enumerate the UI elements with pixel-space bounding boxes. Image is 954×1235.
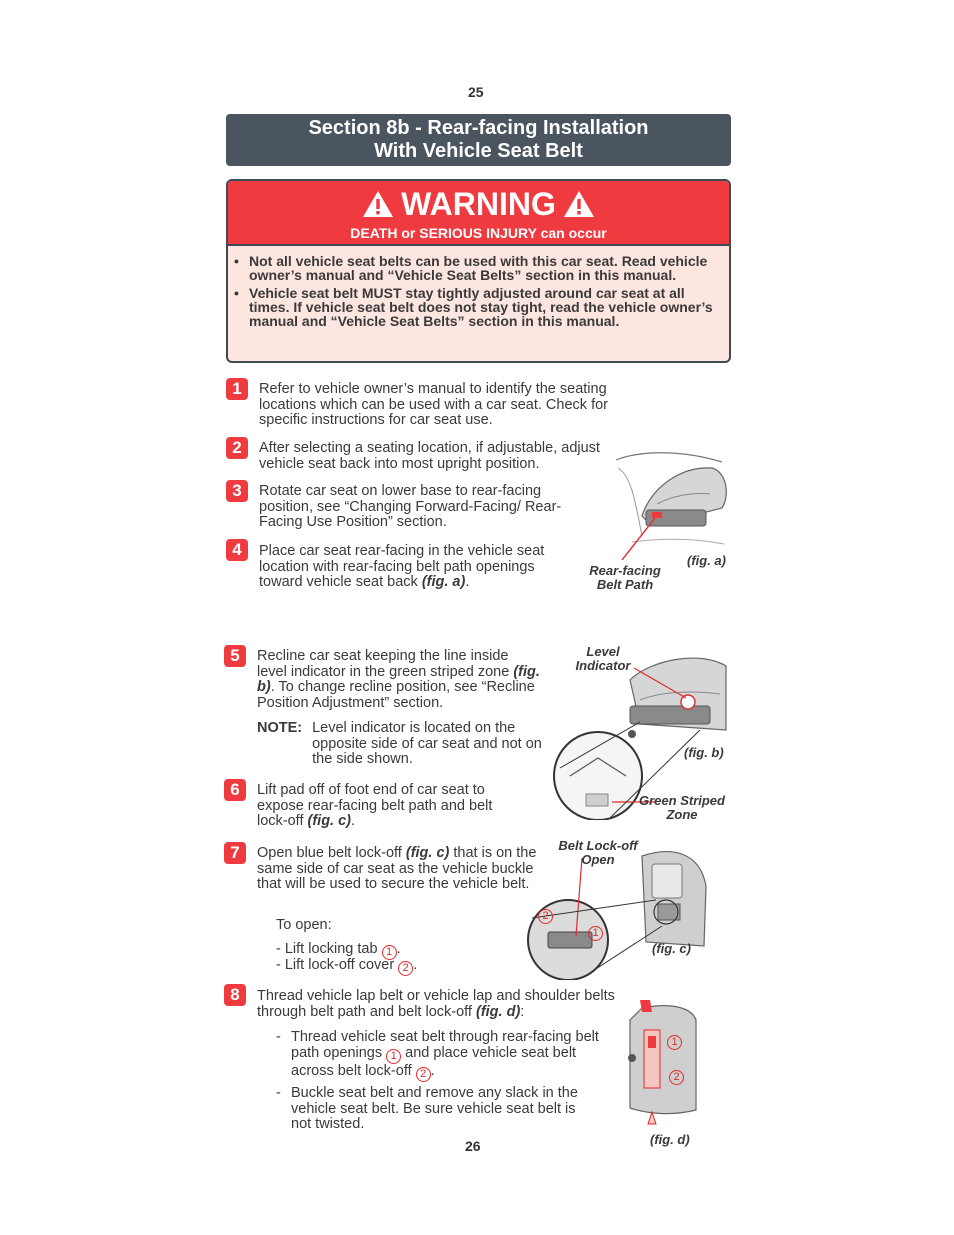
- step-5-text: Recline car seat keeping the line inside level indicator in the green striped zone (fig. b). To change recline position, see “Recline Position Adjustment” section.: [257, 648, 540, 711]
- step-7-sub2: - Lift lock-off cover 2 .: [276, 957, 418, 974]
- page-number-bottom: 26: [465, 1138, 481, 1154]
- fig-b-callout-top: Level Indicator: [575, 644, 631, 673]
- step-badge-2: 2: [226, 437, 248, 459]
- warning-box: [226, 179, 731, 363]
- step-7-sub1: - Lift locking tab 1 .: [276, 941, 401, 958]
- fig-c-number-1: 1: [588, 926, 603, 941]
- fig-d-number-1: 1: [667, 1035, 682, 1050]
- fig-a-label: (fig. a): [687, 553, 726, 568]
- step-5-note: [257, 721, 557, 768]
- warning-header: [228, 181, 729, 246]
- page-number-top: 25: [468, 84, 484, 100]
- warning-triangle-icon: [361, 189, 395, 219]
- fig-c-number-2: 2: [538, 909, 553, 924]
- step-badge-7: 7: [224, 842, 246, 864]
- step-badge-3: 3: [226, 480, 248, 502]
- step-8-text: Thread vehicle lap belt or vehicle lap and shoulder belts through belt path and belt lock-off (fig. d):: [257, 988, 615, 1020]
- fig-a-callout: Rear-facing Belt Path: [589, 563, 661, 592]
- fig-ref: (fig. b): [257, 663, 540, 696]
- warning-triangle-icon: [562, 189, 596, 219]
- step-badge-4: 4: [226, 539, 248, 561]
- fig-ref: (fig. a): [421, 574, 466, 591]
- warning-item: • Not all vehicle seat belts can be used with this car seat. Read vehicle owner’s manual and “Vehicle Seat Belts” section in this manual.: [234, 254, 721, 282]
- step-4-text: Place car seat rear-facing in the vehicle seat location with rear-facing belt path openings toward vehicle seat back (fig. a).: [259, 543, 545, 591]
- step-8-dash-2: -: [276, 1085, 281, 1101]
- fig-ref: (fig. d): [476, 1003, 521, 1020]
- figure-d: [622, 1000, 702, 1130]
- number-circle: 2: [398, 961, 413, 976]
- step-8-sub1: Thread vehicle seat belt through rear-facing belt path openings 1 and place vehicle seat belt across belt lock-off 2 .: [291, 1029, 599, 1080]
- fig-c-label: (fig. c): [652, 941, 691, 956]
- section-title-line1: Section 8b - Rear-facing Installation: [308, 117, 649, 139]
- fig-d-label: (fig. d): [650, 1132, 690, 1147]
- step-badge-6: 6: [224, 779, 246, 801]
- fig-b-callout-bottom: Green Striped Zone: [639, 793, 725, 822]
- fig-d-number-2: 2: [669, 1070, 684, 1085]
- note-label: NOTE:: [257, 720, 303, 736]
- warning-subtitle: DEATH or SERIOUS INJURY can occur: [350, 225, 607, 241]
- fig-ref: (fig. c): [405, 845, 450, 861]
- warning-item: • Vehicle seat belt MUST stay tightly adjusted around car seat at all times. If vehicle seat belt does not stay tight, read the vehicle owner’s manual and “Vehicle Seat Belts” section in this manual.: [234, 286, 721, 328]
- note-text: Level indicator is located on the opposite side of car seat and not on the side shown.: [312, 720, 542, 768]
- step-8-sub2: Buckle seat belt and remove any slack in the vehicle seat belt. Be sure vehicle seat belt is not twisted.: [291, 1085, 578, 1133]
- warning-list: [228, 254, 729, 328]
- figure-a: [612, 446, 732, 566]
- section-title-line2: With Vehicle Seat Belt: [374, 140, 583, 162]
- fig-c-callout: Belt Lock-off Open: [558, 838, 638, 867]
- step-badge-8: 8: [224, 984, 246, 1006]
- step-8-dash-1: -: [276, 1029, 281, 1045]
- step-3-text: Rotate car seat on lower base to rear-facing position, see “Changing Forward-Facing/ Rear-Facing Use Position” section.: [259, 483, 562, 531]
- step-1-text: Refer to vehicle owner’s manual to identify the seating locations which can be used with a car seat. Check for specific instructions for car seat use.: [259, 381, 608, 429]
- step-6-text: Lift pad off of foot end of car seat to expose rear-facing belt path and belt lock-off (fig. c).: [257, 782, 493, 830]
- number-circle: 2: [416, 1067, 431, 1082]
- step-2-text: After selecting a seating location, if adjustable, adjust vehicle seat back into most upright position.: [259, 440, 600, 472]
- step-badge-5: 5: [224, 645, 246, 667]
- step-7-text: Open blue belt lock-off (fig. c) that is on the same side of car seat as the vehicle buckle that will be used to secure the vehicle belt.: [257, 845, 537, 893]
- warning-title: WARNING: [401, 186, 556, 222]
- step-7-to-open: To open:: [276, 917, 332, 933]
- step-badge-1: 1: [226, 378, 248, 400]
- fig-ref: (fig. c): [307, 813, 352, 830]
- section-header: [226, 114, 731, 166]
- number-circle: 1: [382, 945, 397, 960]
- number-circle: 1: [386, 1049, 401, 1064]
- fig-b-label: (fig. b): [684, 745, 724, 760]
